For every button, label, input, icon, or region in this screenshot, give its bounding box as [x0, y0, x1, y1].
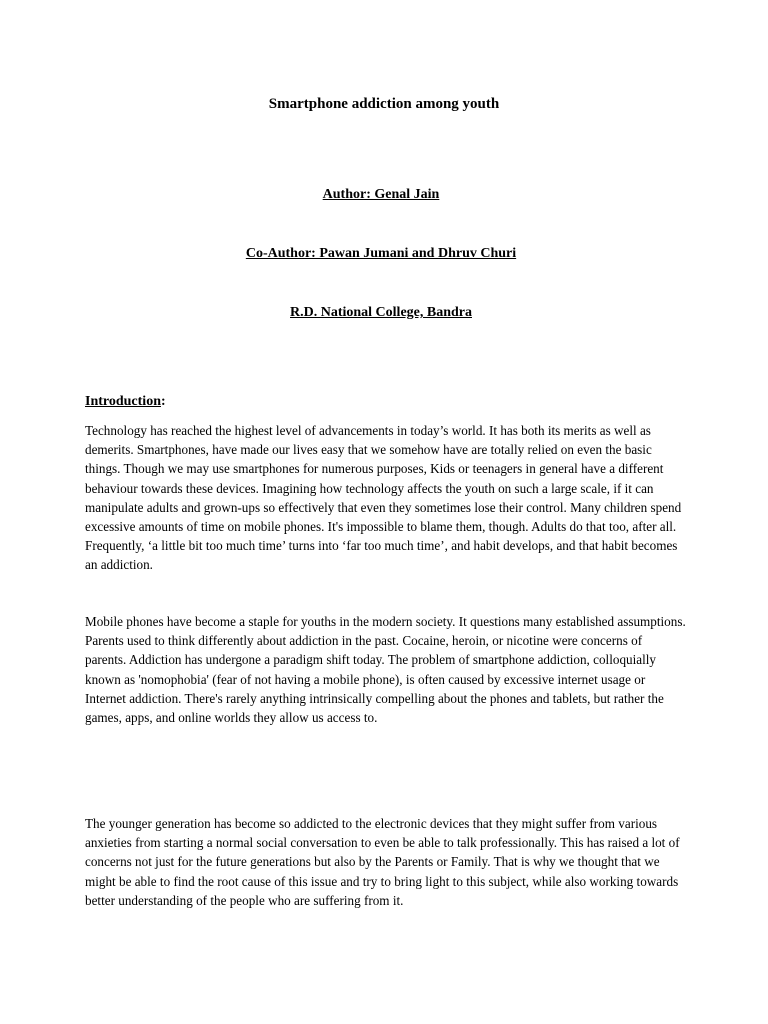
section-heading [85, 393, 166, 411]
document-title: Smartphone addiction among youth [268, 96, 500, 112]
section-heading-colon: : [160, 394, 166, 409]
college-line [0, 304, 762, 322]
coauthor-text: Co-Author: Pawan Jumani and Dhruv Churi [245, 246, 517, 261]
author-text: Author: Genal Jain [322, 187, 440, 202]
author-line [0, 186, 762, 204]
paragraph-2: Mobile phones have become a staple for youths in the modern society. It questions many established assumptions. Parents used to think differently about addiction in the past. Cocaine, heroin, or nicotine were concerns of parents. Addiction has undergone a paradigm shift today. The problem of smartphone addiction, colloquially known as 'nomophobia' (fear of not having a mobile phone), is often caused by excessive internet usage or Internet addiction. There's rarely anything intrinsically compelling about the phones and tablets, but rather the games, apps, and online worlds they allow us access to. [85, 615, 686, 727]
paragraph-3: The younger generation has become so addicted to the electronic devices that they might suffer from various anxieties from starting a normal social conversation to even be able to talk professionally. This has raised a lot of concerns not just for the future generations but also by the Parents or Family. That is why we thought that we might be able to find the root cause of this issue and try to bring light to this subject, while also working towards better understanding of the people who are suffering from it. [85, 817, 680, 909]
section-heading-text: Introduction [85, 394, 161, 409]
college-text: R.D. National College, Bandra [290, 305, 472, 320]
paragraph-1: Technology has reached the highest level of advancements in today’s world. It has both its merits as well as demerits. Smartphones, have made our lives easy that we somehow have are totally relied on even the basic things. Though we may use smartphones for numerous purposes, Kids or teenagers in general have a different behaviour towards these devices. Imagining how technology affects the youth on such a large scale, if it can manipulate adults and grown-ups so effectively that even they sometimes lose their control. Many children spend excessive amounts of time on mobile phones. It's impossible to blame them, though. Adults do that too, after all. Frequently, ‘a little bit too much time’ turns into ‘far too much time’, and habit develops, and that habit becomes an addiction. [85, 424, 682, 574]
coauthor-line [0, 245, 762, 263]
